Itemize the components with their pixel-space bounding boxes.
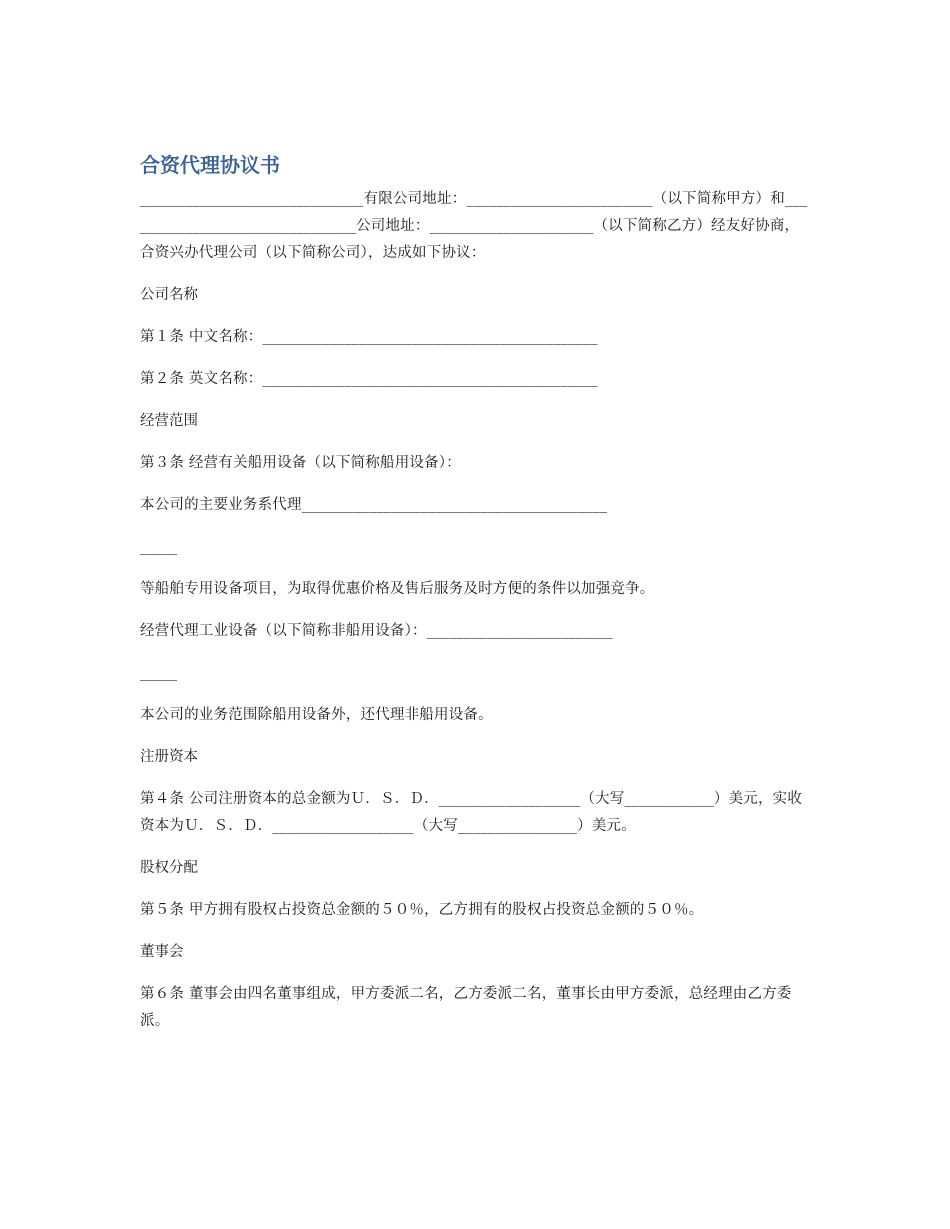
document-page (140, 150, 810, 1050)
article-3: 第３条 经营有关船用设备（以下简称船用设备）： (140, 455, 461, 471)
agency-main-paragraph: 本公司的主要业务系代理_________________________________________ (140, 497, 608, 513)
scope-note-paragraph: 本公司的业务范围除船用设备外，还代理非船用设备。 (140, 707, 493, 723)
article-2: 第２条 英文名称：_____________________________________________ (140, 371, 598, 387)
article-5: 第５条 甲方拥有股权占投资总金额的５０％，乙方拥有的股权占投资总金额的５０％。 (140, 902, 704, 918)
section-heading-scope: 经营范围 (140, 413, 198, 429)
section-heading-capital: 注册资本 (140, 749, 198, 765)
section-heading-equity: 股权分配 (140, 860, 198, 876)
article-4: 第４条 公司注册资本的总金额为Ｕ．Ｓ．Ｄ．___________________（大写____________）美元，实收资本为Ｕ．Ｓ．Ｄ．___________________（大写________________）美元。 (140, 791, 803, 834)
section-heading-company-name: 公司名称 (140, 287, 198, 303)
intro-paragraph: ______________________________有限公司地址：_________________________（以下简称甲方）和________________________________公司地址：______________________（以下简称乙方）经友好协商，合资兴办代理公司（以下简称公司），达成如下协议： (140, 191, 808, 261)
ship-items-paragraph: 等船舶专用设备项目，为取得优惠价格及售后服务及时方便的条件以加强竞争。 (140, 581, 655, 597)
document-title: 合资代理协议书 (140, 153, 280, 177)
non-ship-paragraph: 经营代理工业设备（以下简称非船用设备）：_________________________ (140, 623, 613, 639)
blank-line-1: _____ (140, 539, 178, 555)
article-1: 第１条 中文名称：_____________________________________________ (140, 329, 598, 345)
blank-line-2: _____ (140, 665, 178, 681)
article-6: 第６条 董事会由四名董事组成，甲方委派二名，乙方委派二名，董事长由甲方委派，总经理由乙方委派。 (140, 986, 792, 1029)
section-heading-board: 董事会 (140, 944, 184, 960)
